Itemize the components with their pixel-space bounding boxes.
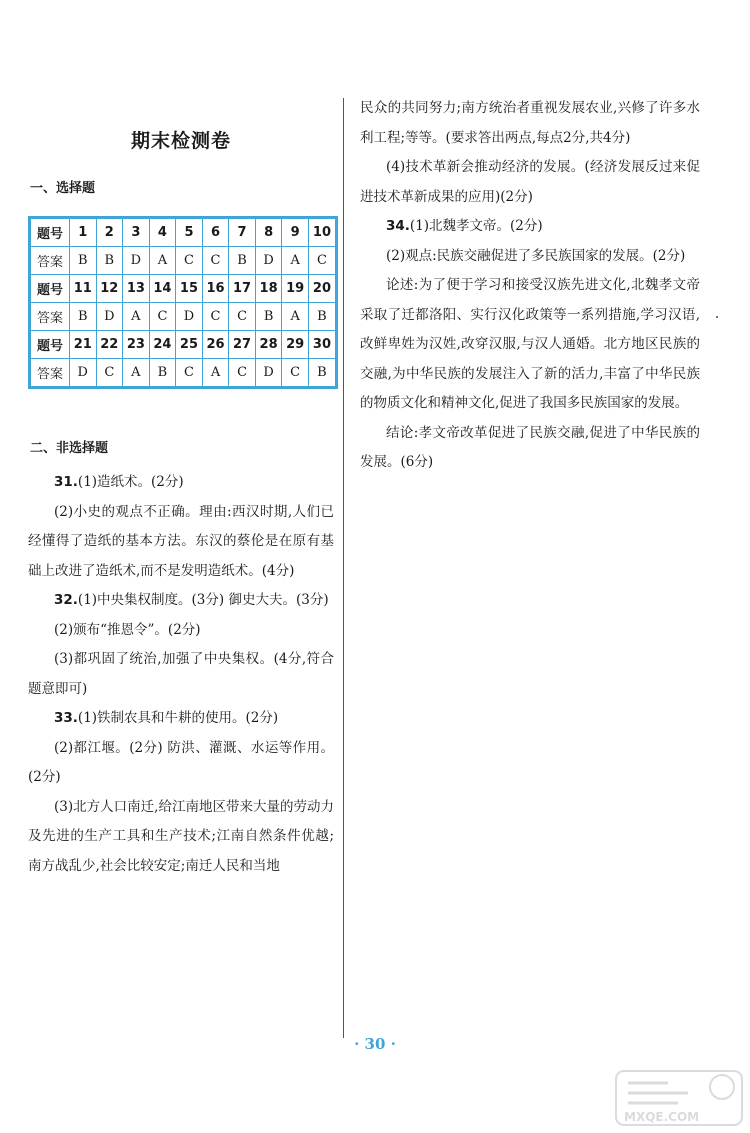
q32-number: 32. (54, 592, 78, 608)
answer-cell: D (176, 303, 203, 331)
question-number-cell: 4 (149, 218, 176, 247)
answer-cell: D (255, 247, 282, 275)
question-number-cell: 9 (282, 218, 309, 247)
q31-part1: 31.(1)造纸术。(2分) (54, 474, 184, 490)
watermark-logo (614, 1069, 744, 1127)
section-heading-nonchoice: 二、非选择题 (30, 441, 109, 456)
answer-cell: A (149, 247, 176, 275)
answer-cell: C (176, 359, 203, 388)
page-number: · 30 · (354, 1035, 396, 1053)
question-number-cell: 24 (149, 331, 176, 359)
answer-cell: B (96, 247, 123, 275)
row-label: 答案 (30, 359, 70, 388)
question-number-cell: 28 (255, 331, 282, 359)
answer-cell: D (70, 359, 97, 388)
q31-number: 31. (54, 474, 78, 490)
question-number-row (30, 218, 337, 247)
row-label: 答案 (30, 247, 70, 275)
page-title: 期末检测卷 (130, 130, 231, 152)
q33-part1: 33.(1)铁制农具和牛耕的使用。(2分) (54, 710, 279, 726)
q31-part2: (2)小史的观点不正确。理由:西汉时期,人们已经懂得了造纸的基本方法。东汉的蔡伦是在原有基础上改进了造纸术,而不是发明造纸术。(4分) (28, 503, 334, 579)
left-answers (28, 468, 334, 881)
section-heading-choice: 一、选择题 (30, 181, 96, 196)
question-number-row (30, 275, 337, 303)
question-number-row (30, 331, 337, 359)
column-divider (343, 98, 344, 1038)
q34-part2: (2)观点:民族交融促进了多民族国家的发展。(2分) (386, 247, 686, 264)
question-number-cell: 18 (255, 275, 282, 303)
q34-part1: 34.(1)北魏孝文帝。(2分) (386, 218, 543, 234)
row-label: 题号 (30, 275, 70, 303)
q33-part3-continued: 民众的共同努力;南方统治者重视发展农业,兴修了许多水利工程;等等。(要求答出两点,每点2分,共4分) (360, 100, 700, 146)
answer-cell: A (123, 359, 150, 388)
question-number-cell: 1 (70, 218, 97, 247)
answer-cell: B (149, 359, 176, 388)
question-number-cell: 7 (229, 218, 256, 247)
question-number-cell: 8 (255, 218, 282, 247)
question-number-cell: 26 (202, 331, 229, 359)
answer-cell: B (70, 303, 97, 331)
question-number-cell: 27 (229, 331, 256, 359)
question-number-cell: 25 (176, 331, 203, 359)
question-number-cell: 22 (96, 331, 123, 359)
answer-cell: B (70, 247, 97, 275)
q34-part4: 结论:孝文帝改革促进了民族交融,促进了中华民族的发展。(6分) (360, 424, 700, 470)
answer-cell: C (202, 247, 229, 275)
question-number-cell: 30 (308, 331, 336, 359)
answer-cell: C (149, 303, 176, 331)
question-number-cell: 23 (123, 331, 150, 359)
answer-cell: C (229, 303, 256, 331)
answer-cell: C (176, 247, 203, 275)
row-label: 题号 (30, 331, 70, 359)
question-number-cell: 16 (202, 275, 229, 303)
answer-cell: B (255, 303, 282, 331)
svg-text:MXQE.COM: MXQE.COM (624, 1110, 700, 1124)
q34-number: 34. (386, 218, 410, 234)
stray-mark (716, 316, 718, 318)
question-number-cell: 6 (202, 218, 229, 247)
question-number-cell: 14 (149, 275, 176, 303)
q32-part3: (3)都巩固了统治,加强了中央集权。(4分,符合题意即可) (28, 651, 334, 697)
answer-cell: B (308, 359, 336, 388)
q33-part4: (4)技术革新会推动经济的发展。(经济发展反过来促进技术革新成果的应用)(2分) (360, 159, 700, 205)
question-number-cell: 10 (308, 218, 336, 247)
right-column (360, 98, 700, 478)
answer-cell: A (123, 303, 150, 331)
q33-part2: (2)都江堰。(2分) 防洪、灌溉、水运等作用。(2分) (28, 739, 334, 785)
answer-cell: B (308, 303, 336, 331)
answer-cell: C (202, 303, 229, 331)
answer-cell: A (282, 303, 309, 331)
answer-row (30, 247, 337, 275)
answer-row (30, 359, 337, 388)
answer-cell: C (96, 359, 123, 388)
question-number-cell: 5 (176, 218, 203, 247)
q32-part1: 32.(1)中央集权制度。(3分) 御史大夫。(3分) (54, 592, 329, 608)
answer-cell: C (282, 359, 309, 388)
answer-cell: C (308, 247, 336, 275)
question-number-cell: 12 (96, 275, 123, 303)
q33-part3: (3)北方人口南迁,给江南地区带来大量的劳动力及先进的生产工具和生产技术;江南自然条件优越;南方战乱少,社会比较安定;南迁人民和当地 (28, 798, 334, 874)
answer-cell: D (123, 247, 150, 275)
question-number-cell: 29 (282, 331, 309, 359)
answer-cell: A (202, 359, 229, 388)
question-number-cell: 20 (308, 275, 336, 303)
answer-row (30, 303, 337, 331)
answer-cell: D (96, 303, 123, 331)
answer-cell: C (229, 359, 256, 388)
q32-part2: (2)颁布“推恩令”。(2分) (54, 621, 201, 638)
question-number-cell: 19 (282, 275, 309, 303)
question-number-cell: 11 (70, 275, 97, 303)
question-number-cell: 2 (96, 218, 123, 247)
left-column (28, 98, 334, 881)
question-number-cell: 3 (123, 218, 150, 247)
question-number-cell: 15 (176, 275, 203, 303)
q34-part3: 论述:为了便于学习和接受汉族先进文化,北魏孝文帝采取了迁都洛阳、实行汉化政策等一系列措施,学习汉语,改鲜卑姓为汉姓,改穿汉服,与汉人通婚。北方地区民族的交融,为中华民族的发展注入了新的活力,丰富了中华民族的物质文化和精神文化,促进了我国多民族国家的发展。 (360, 277, 700, 411)
row-label: 答案 (30, 303, 70, 331)
answer-table (28, 216, 338, 389)
question-number-cell: 17 (229, 275, 256, 303)
row-label: 题号 (30, 218, 70, 247)
question-number-cell: 21 (70, 331, 97, 359)
q33-number: 33. (54, 710, 78, 726)
answer-cell: D (255, 359, 282, 388)
question-number-cell: 13 (123, 275, 150, 303)
answer-cell: B (229, 247, 256, 275)
answer-cell: A (282, 247, 309, 275)
